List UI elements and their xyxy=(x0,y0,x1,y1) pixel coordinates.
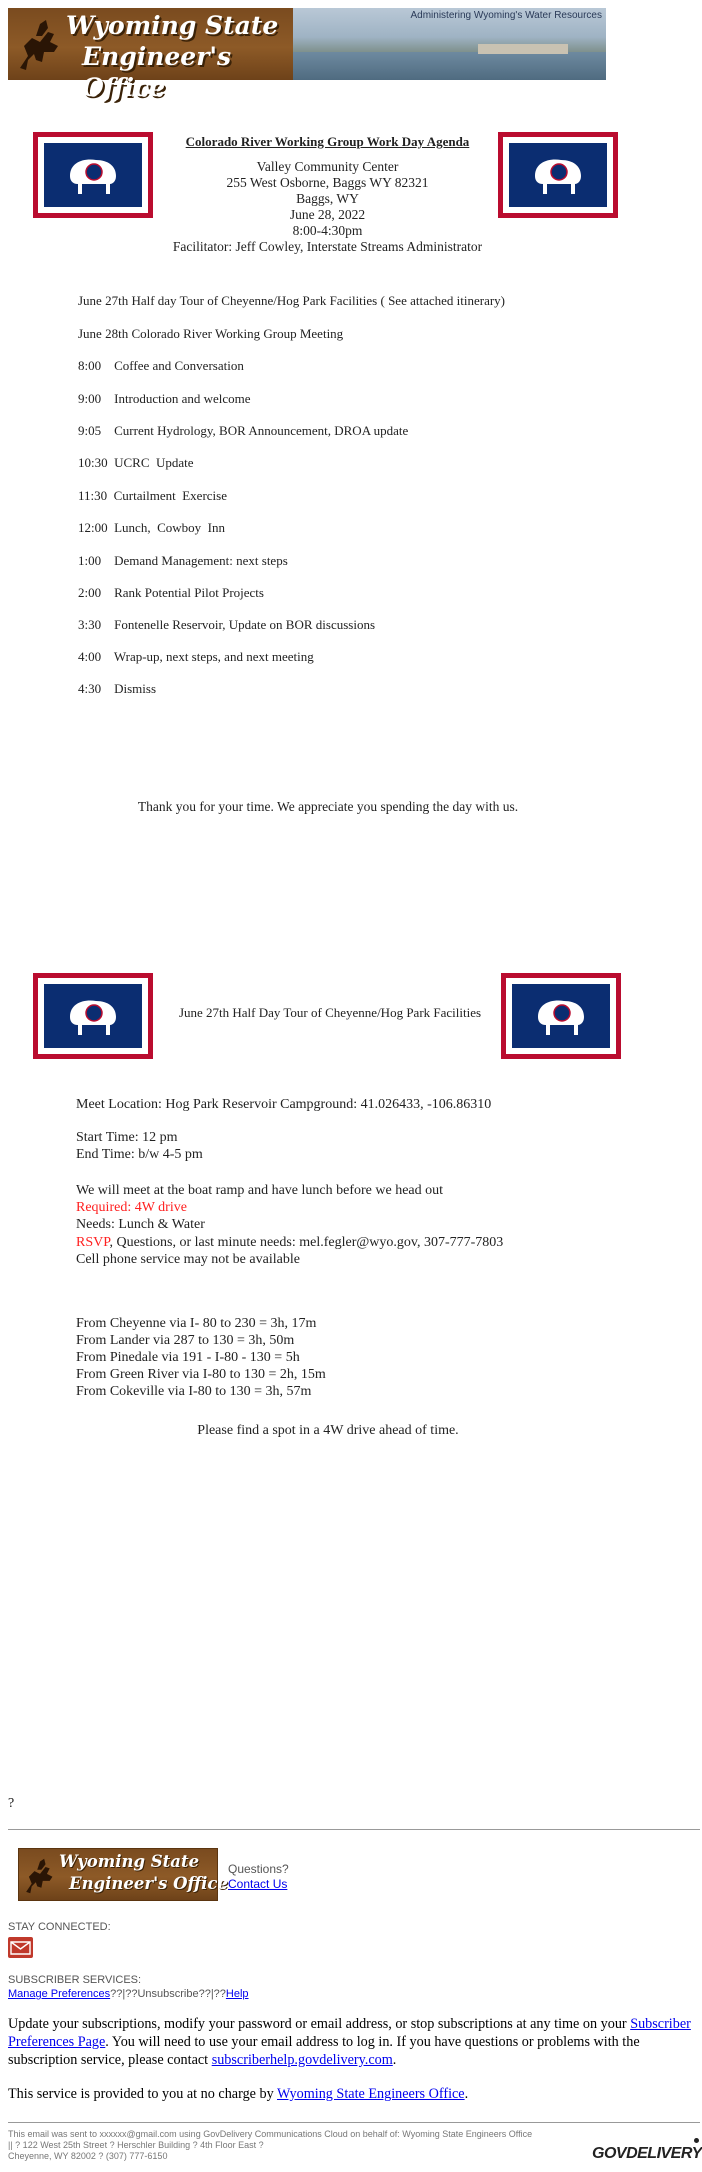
agenda-item: June 27th Half day Tour of Cheyenne/Hog Park Facilities ( See attached itinerary) xyxy=(78,293,506,308)
service-text: This service is provided to you at no charge by xyxy=(8,2086,274,2102)
update-paragraph xyxy=(8,2015,698,2069)
tour-plan: We will meet at the boat ramp and have lunch before we head out xyxy=(76,1183,444,1198)
bison-icon xyxy=(66,152,120,198)
agenda-time: 8:00-4:30pm xyxy=(292,223,363,238)
service-paragraph xyxy=(8,2086,468,2103)
fine-print-line: || ? 122 West 25th Street ? Herschler Building ? 4th Floor East ? xyxy=(8,2140,264,2150)
tour-note: Please find a spot in a 4W drive ahead of time. xyxy=(197,1423,459,1438)
agenda-address: 255 West Osborne, Baggs WY 82321 xyxy=(226,175,429,190)
divider xyxy=(8,2122,700,2123)
tour-needs: Needs: Lunch & Water xyxy=(76,1217,205,1232)
footer-contact xyxy=(228,1862,289,1892)
bison-icon xyxy=(531,152,585,198)
bucking-horse-icon xyxy=(22,1855,58,1897)
agenda-facilitator: Facilitator: Jeff Cowley, Interstate Streams Administrator xyxy=(172,239,483,254)
wyoming-flag-left xyxy=(33,132,153,218)
agenda-item: 10:30 UCRC Update xyxy=(78,455,194,470)
wyoming-flag-right xyxy=(498,132,618,218)
footer-logo[interactable] xyxy=(18,1848,228,1901)
subscriber-services-label: SUBSCRIBER SERVICES: xyxy=(8,1974,142,1986)
divider xyxy=(8,1829,700,1830)
footer-logo-title xyxy=(59,1851,228,1895)
banner-dam xyxy=(478,44,568,54)
agenda-item: 4:30 Dismiss xyxy=(78,681,157,696)
header-banner xyxy=(8,8,606,102)
tour-rsvp xyxy=(76,1235,503,1252)
fine-print xyxy=(8,2129,532,2162)
banner-tagline: Administering Wyoming's Water Resources xyxy=(410,10,602,21)
stray-question-mark: ? xyxy=(8,1796,15,1811)
stay-connected-label: STAY CONNECTED: xyxy=(8,1921,111,1933)
tour-start-time: Start Time: 12 pm xyxy=(76,1130,178,1145)
agenda-item: 12:00 Lunch, Cowboy Inn xyxy=(78,520,225,535)
banner-title-line2: Engineer's Office xyxy=(82,42,232,102)
questions-label: Questions? xyxy=(228,1862,289,1876)
subscriber-help-link[interactable]: subscriberhelp.govdelivery.com xyxy=(211,2052,393,2068)
route-item: From Cokeville via I-80 to 130 = 3h, 57m xyxy=(76,1384,312,1399)
banner-water xyxy=(293,52,606,80)
agenda-item: 3:30 Fontenelle Reservoir, Update on BOR discussions xyxy=(78,617,376,632)
bucking-horse-icon xyxy=(14,16,66,74)
agenda-city: Baggs, WY xyxy=(296,191,359,206)
footer-logo-line1: Wyoming State xyxy=(59,1852,200,1871)
agenda-item: 9:00 Introduction and welcome xyxy=(78,391,251,406)
tour-required: Required: 4W drive xyxy=(76,1200,187,1215)
tour-meet-location: Meet Location: Hog Park Reservoir Campground: 41.026433, -106.86310 xyxy=(76,1097,492,1112)
preferences-page-link[interactable]: Subscriber Preferences Page xyxy=(8,2016,691,2050)
banner-title-line1: Wyoming State xyxy=(66,11,279,40)
tour-title: June 27th Half Day Tour of Cheyenne/Hog Park Facilities xyxy=(178,1005,482,1020)
agenda-item: 2:00 Rank Potential Pilot Projects xyxy=(78,585,264,600)
agenda-item: 4:00 Wrap-up, next steps, and next meeting xyxy=(78,649,314,664)
agenda-header-block xyxy=(160,134,495,255)
agenda-item: 9:05 Current Hydrology, BOR Announcement, DROA update xyxy=(78,423,409,438)
agenda-item: 11:30 Curtailment Exercise xyxy=(78,488,227,503)
agenda-item: 1:00 Demand Management: next steps xyxy=(78,553,288,568)
update-text: . You will need to use your email address to log in. If you have questions or problems with the subscription service, please contact xyxy=(8,2034,640,2068)
route-item: From Lander via 287 to 130 = 3h, 50m xyxy=(76,1333,295,1348)
bison-icon xyxy=(534,993,588,1039)
tour-end-time: End Time: b/w 4-5 pm xyxy=(76,1147,203,1162)
agenda-item: June 28th Colorado River Working Group Meeting xyxy=(78,326,344,341)
envelope-icon xyxy=(8,1937,33,1958)
agenda-title: Colorado River Working Group Work Day Agenda xyxy=(185,134,470,149)
fine-print-line: Cheyenne, WY 82002 ? (307) 777-6150 xyxy=(8,2151,168,2161)
update-text: . xyxy=(392,2052,397,2068)
service-text: . xyxy=(464,2086,469,2102)
banner-title xyxy=(66,10,296,103)
help-link[interactable]: Help xyxy=(225,1988,249,2000)
rsvp-details: , Questions, or last minute needs: mel.fegler@wyo.gov, 307-777-7803 xyxy=(109,1235,504,1250)
email-icon[interactable] xyxy=(8,1937,33,1958)
footer-logo-line2: Engineer's Office xyxy=(69,1874,228,1893)
manage-preferences-link[interactable]: Manage Preferences xyxy=(8,1988,111,2000)
update-text: Update your subscriptions, modify your password or email address, or stop subscriptions at any time on your xyxy=(8,2016,627,2032)
rsvp-label: RSVP xyxy=(76,1235,110,1250)
agenda-item: 8:00 Coffee and Conversation xyxy=(78,358,244,373)
tour-cell-note: Cell phone service may not be available xyxy=(76,1252,300,1267)
wyoming-flag-right xyxy=(501,973,621,1059)
agenda-venue: Valley Community Center xyxy=(256,159,399,174)
govdelivery-dot-icon xyxy=(694,2138,699,2143)
route-item: From Pinedale via 191 - I-80 - 130 = 5h xyxy=(76,1350,300,1365)
subscriber-links xyxy=(8,1988,249,2000)
route-item: From Cheyenne via I- 80 to 230 = 3h, 17m xyxy=(76,1316,317,1331)
agenda-thanks: Thank you for your time. We appreciate you spending the day with us. xyxy=(137,799,519,814)
bison-icon xyxy=(66,993,120,1039)
wyoming-flag-left xyxy=(33,973,153,1059)
fine-print-line: This email was sent to xxxxxx@gmail.com using GovDelivery Communications Cloud on behalf of: Wyoming State Engineers Office xyxy=(8,2129,533,2139)
route-item: From Green River via I-80 to 130 = 2h, 15m xyxy=(76,1367,326,1382)
service-provider-link[interactable]: Wyoming State Engineers Office xyxy=(277,2086,465,2102)
contact-us-link[interactable]: Contact Us xyxy=(228,1877,288,1891)
govdelivery-logo[interactable]: GOVDELIVERY xyxy=(592,2145,702,2162)
agenda-date: June 28, 2022 xyxy=(289,207,366,222)
links-separator: ??|??Unsubscribe??|?? xyxy=(110,1988,226,2000)
